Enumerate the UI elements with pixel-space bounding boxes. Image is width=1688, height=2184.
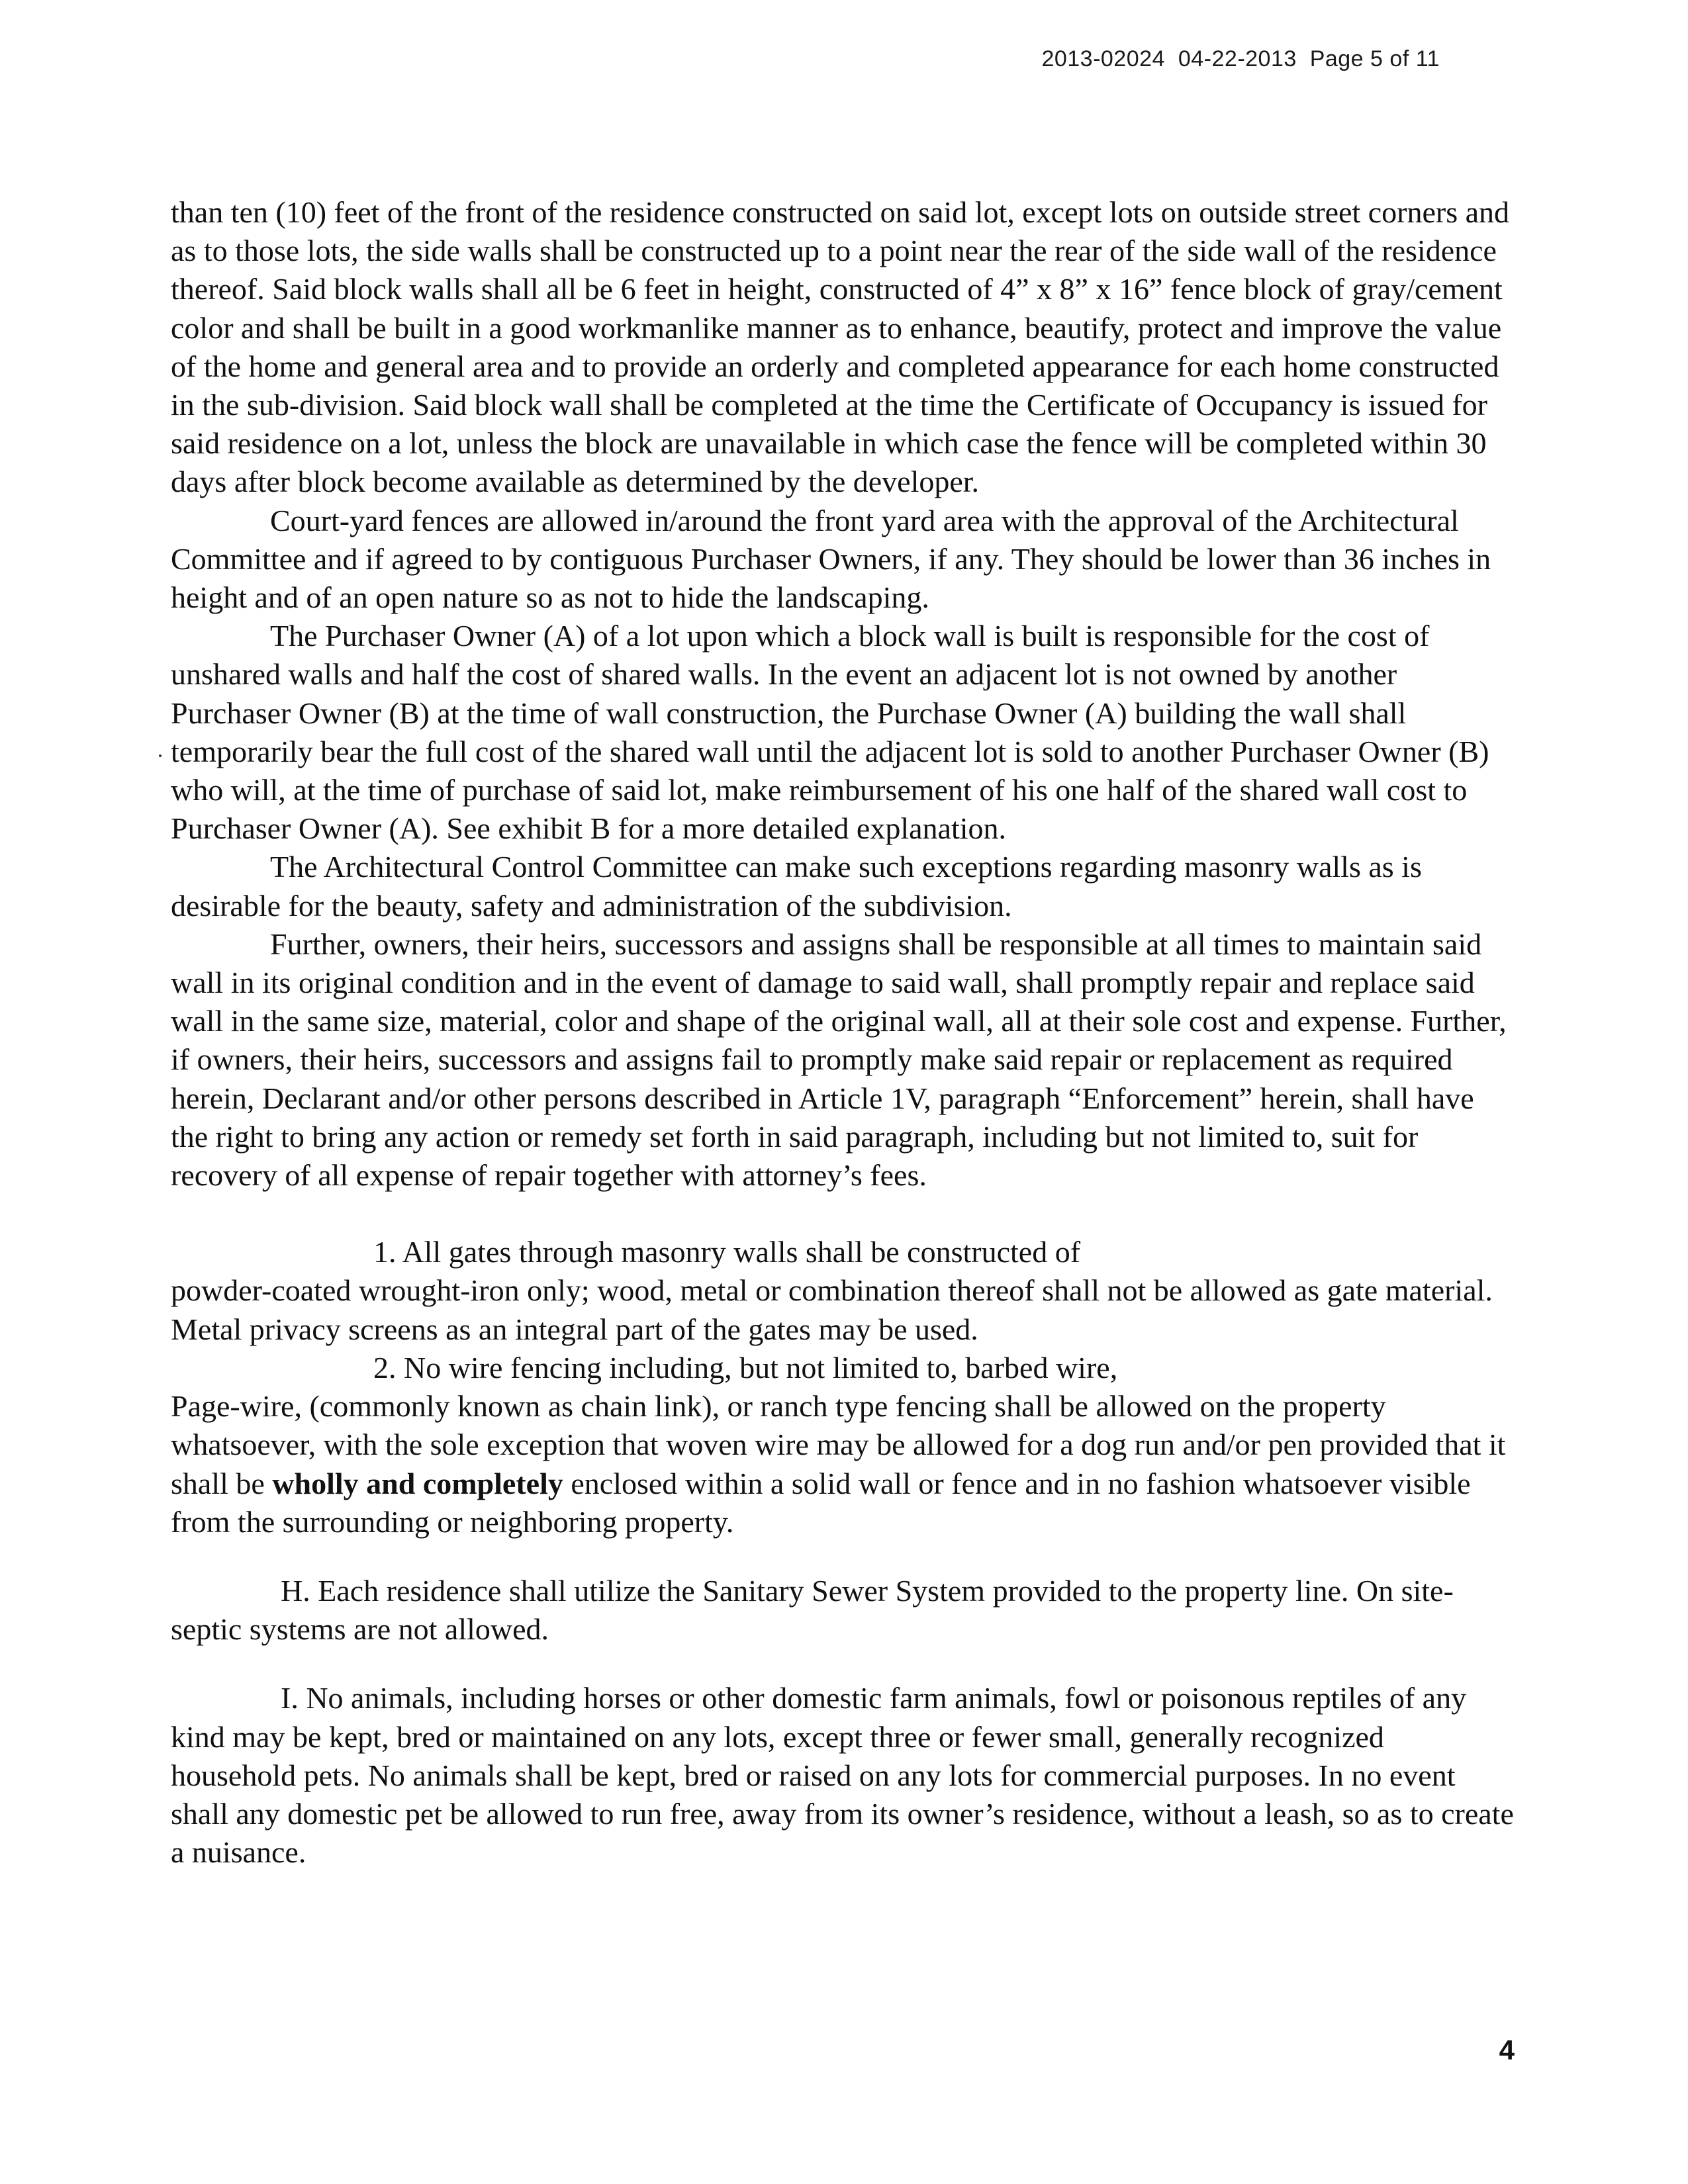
- paragraph-block-walls: than ten (10) feet of the front of the residence constructed on said lot, except lots on outside street corners and as to those lots, the side walls shall be constructed up to a point near the rear of the side wall of the residence thereof. Said block walls shall all be 6 feet in height, constructed of 4” x 8” x 16” fence block of gray/cement color and shall be built in a good workmanlike manner as to enhance, beautify, protect and improve the value of the home and general area and to provide an orderly and completed appearance for each home constructed in the sub-division. Said block wall shall be completed at the time the Certificate of Occupancy is issued for said residence on a lot, unless the block are unavailable in which case the fence will be completed within 30 days after block become available as determined by the developer.: [171, 195, 1510, 499]
- paragraph-wall-cost: The Purchaser Owner (A) of a lot upon which a block wall is built is responsible for the cost of unshared walls and half the cost of shared walls. In the event an adjacent lot is not owned by another Purchaser Owner (B) at the time of wall construction, the Purchase Owner (A) building the wall shall temporarily bear the full cost of the shared wall until the adjacent lot is sold to another Purchaser Owner (B) who will, at the time of purchase of said lot, make reimbursement of his one half of the shared wall cost to Purchaser Owner (A). See exhibit B for a more detailed explanation.: [171, 619, 1489, 846]
- list-item-gates-first-line: 1. All gates through masonry walls shall be constructed of: [373, 1235, 1081, 1269]
- paragraph-exceptions: The Architectural Control Committee can make such exceptions regarding masonry walls as is desirable for the beauty, safety and administration of the subdivision.: [171, 850, 1422, 923]
- section-h-sewer: H. Each residence shall utilize the Sanitary Sewer System provided to the property line. On site-septic systems are not allowed.: [171, 1573, 1454, 1647]
- wire-text-before: Page-wire, (commonly known as chain link), or ranch type fencing shall be allowed on the property whatsoever, with the sole exception that woven wire may be allowed for a dog run and/or pen provided that it shall be: [171, 1389, 1506, 1500]
- paragraph-court-yard-fences: Court-yard fences are allowed in/around the front yard area with the approval of the Architectural Committee and if agreed to by contiguous Purchaser Owners, if any. They should be lower than 36 inches in height and of an open nature so as not to hide the landscaping.: [171, 503, 1491, 615]
- doc-number: 2013-02024: [1041, 46, 1165, 71]
- wire-text-bold: wholly and completely: [272, 1466, 563, 1500]
- recording-date: 04-22-2013: [1178, 46, 1297, 71]
- wire-text-after: enclosed within a solid wall or fence and in no fashion whatsoever visible from the surrounding or neighboring property.: [171, 1466, 1471, 1539]
- list-item-gates-rest: powder-coated wrought-iron only; wood, metal or combination thereof shall not be allowed as gate material. Metal privacy screens as an integral part of the gates may be used.: [171, 1273, 1493, 1346]
- document-body: [171, 193, 1515, 1872]
- page-number: 4: [1499, 2034, 1515, 2066]
- page-label: Page 5 of 11: [1309, 46, 1440, 71]
- list-item-wire-first-line: 2. No wire fencing including, but not limited to, barbed wire,: [373, 1350, 1118, 1385]
- recording-header: [1041, 46, 1440, 72]
- section-i-animals: I. No animals, including horses or other domestic farm animals, fowl or poisonous reptiles of any kind may be kept, bred or maintained on any lots, except three or fewer small, generally recognized household pets. No animals shall be kept, bred or raised on any lots for commercial purposes. In no event shall any domestic pet be allowed to run free, away from its owner’s residence, without a leash, so as to create a nuisance.: [171, 1681, 1514, 1870]
- paragraph-maintenance: Further, owners, their heirs, successors and assigns shall be responsible at all times to maintain said wall in its original condition and in the event of damage to said wall, shall promptly repair and replace said wall in the same size, material, color and shape of the original wall, all at their sole cost and expense. Further, if owners, their heirs, successors and assigns fail to promptly make said repair or replacement as required herein, Declarant and/or other persons described in Article 1V, paragraph “Enforcement” herein, shall have the right to bring any action or remedy set forth in said paragraph, including but not limited to, suit for recovery of all expense of repair together with attorney’s fees.: [171, 927, 1507, 1193]
- scan-mark: [159, 754, 162, 757]
- list-item-wire-rest: [171, 1387, 1515, 1541]
